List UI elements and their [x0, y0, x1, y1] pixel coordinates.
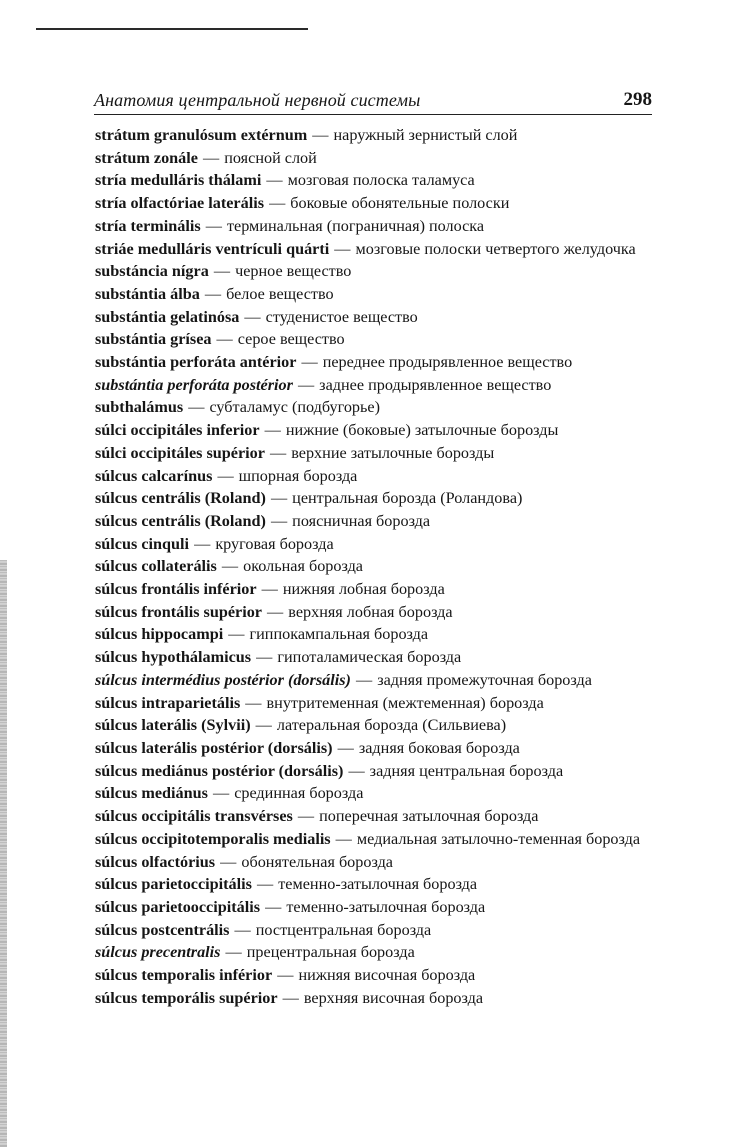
entry-term: substántia perforáta antérior: [95, 353, 297, 372]
glossary-entry: súlcus parietooccipitális — теменно-затылочная борозда: [95, 897, 486, 916]
header-title: Анатомия центральной нервной системы: [94, 90, 421, 110]
glossary-entry: súlcus intraparietális — внутритеменная (межтеменная) борозда: [95, 693, 544, 712]
page-number: 298: [623, 89, 652, 110]
entry-definition: латеральная борозда (Сильвиева): [276, 716, 507, 735]
entry-definition: верхняя височная борозда: [303, 988, 484, 1007]
entry-definition: верхняя лобная борозда: [288, 602, 453, 621]
entry-definition: задняя боковая борозда: [358, 738, 520, 757]
glossary-entry: súlcus calcarínus — шпорная борозда: [95, 466, 358, 485]
glossary-entry: substántia grísea — серое вещество: [95, 330, 345, 349]
glossary-entry: súlcus temporalis inférior — нижняя височная борозда: [95, 966, 476, 985]
entry-definition: белое вещество: [226, 284, 334, 303]
glossary-entry: súlcus parietoccipitális — теменно-затылочная борозда: [95, 875, 478, 894]
glossary-entry: súlcus mediánus — срединная борозда: [95, 784, 364, 803]
entry-definition: поясной слой: [224, 148, 317, 167]
entry-definition: субталамус (подбугорье): [209, 398, 380, 417]
entry-definition: шпорная борозда: [238, 466, 358, 485]
glossary-entry: súlcus frontális inférior — нижняя лобная борозда: [95, 580, 445, 599]
entry-definition: черное вещество: [235, 262, 352, 281]
entry-term: súlcus cinquli: [95, 534, 190, 553]
entry-term: súlcus laterális (Sylvii): [95, 716, 251, 735]
entry-definition: боковые обонятельные полоски: [290, 194, 510, 213]
running-header: [94, 88, 652, 115]
entry-term: súlcus frontális supérior: [95, 602, 262, 621]
glossary-entry: súlcus intermédius postérior (dorsális) — задняя промежуточная борозда: [95, 670, 592, 689]
glossary-list: [95, 124, 655, 1009]
entry-term: súlcus centrális (Roland): [95, 511, 266, 530]
glossary-entry: substántia perforáta postérior — заднее продырявленное вещество: [95, 375, 552, 394]
glossary-entry: súlcus centrális (Roland) — центральная борозда (Роландова): [95, 489, 523, 508]
entry-term: súlcus occipitális transvérses: [95, 807, 293, 826]
entry-definition: заднее продырявленное вещество: [319, 375, 552, 394]
glossary-entry: substántia perforáta antérior — переднее продырявленное вещество: [95, 353, 573, 372]
glossary-entry: súlcus occipitotemporalis medialis — медиальная затылочно-теменная борозда: [95, 829, 641, 848]
glossary-entry: súlcus cinquli — круговая борозда: [95, 534, 334, 553]
glossary-entry: súlcus precentralis — прецентральная борозда: [95, 943, 415, 962]
entry-definition: окольная борозда: [243, 557, 363, 576]
glossary-entry: substántia gelatinósa — студенистое вещество: [95, 307, 418, 326]
entry-definition: постцентральная борозда: [255, 920, 432, 939]
entry-definition: центральная борозда (Роландова): [292, 489, 523, 508]
entry-term: súlcus temporalis inférior: [95, 966, 273, 985]
glossary-entry: substáncia nígra — черное вещество: [95, 262, 352, 281]
glossary-entry: súlcus olfactórius — обонятельная борозда: [95, 852, 393, 871]
entry-definition: внутритеменная (межтеменная) борозда: [266, 693, 544, 712]
entry-term: súlcus mediánus: [95, 784, 208, 803]
entry-definition: студенистое вещество: [265, 307, 418, 326]
entry-term: súlcus temporális supérior: [95, 988, 278, 1007]
glossary-entry: súlcus centrális (Roland) — поясничная борозда: [95, 511, 431, 530]
entry-term: súlcus occipitotemporalis medialis: [95, 829, 331, 848]
glossary-entry: subthalámus — субталамус (подбугорье): [95, 398, 380, 417]
entry-term: substántia gelatinósa: [95, 307, 240, 326]
glossary-entry: súlcus laterális (Sylvii) — латеральная борозда (Сильвиева): [95, 716, 507, 735]
entry-definition: гиппокампальная борозда: [249, 625, 429, 644]
entry-term: súlcus mediánus postérior (dorsális): [95, 761, 344, 780]
glossary-entry: strátum granulósum extérnum — наружный зернистый слой: [95, 126, 518, 144]
entry-term: súlcus parietoccipitális: [95, 875, 252, 894]
entry-term: strátum zonále: [95, 148, 198, 167]
glossary-entry: súlcus occipitális transvérses — поперечная затылочная борозда: [95, 807, 539, 826]
glossary-entry: substántia álba — белое вещество: [95, 284, 334, 303]
entry-definition: наружный зернистый слой: [333, 126, 518, 144]
entry-definition: нижняя лобная борозда: [282, 580, 445, 599]
glossary-entry: stría olfactóriae laterális — боковые обонятельные полоски: [95, 194, 510, 213]
glossary-entry: súlci occipitáles supérior — верхние затылочные борозды: [95, 443, 495, 462]
entry-definition: теменно-затылочная борозда: [286, 897, 486, 916]
entry-term: súlcus calcarínus: [95, 466, 213, 485]
entry-term: súlcus olfactórius: [95, 852, 216, 871]
entry-term: stría olfactóriae laterális: [95, 194, 265, 213]
entry-term: substántia álba: [95, 284, 200, 303]
entry-definition: обонятельная борозда: [241, 852, 393, 871]
entry-definition: мозговые полоски четвертого желудочка: [355, 239, 636, 258]
entry-term: subthalámus: [95, 398, 184, 417]
glossary-entry: súlcus frontális supérior — верхняя лобная борозда: [95, 602, 453, 621]
entry-definition: задняя промежуточная борозда: [377, 670, 592, 689]
glossary-entry: súlci occipitáles inferior — нижние (боковые) затылочные борозды: [95, 421, 559, 440]
glossary-entry: súlcus hypothálamicus — гипоталамическая борозда: [95, 648, 462, 667]
entry-term: substáncia nígra: [95, 262, 209, 281]
entry-term: substántia perforáta postérior: [95, 375, 293, 394]
entry-definition: переднее продырявленное вещество: [322, 353, 573, 372]
entry-term: súlcus hypothálamicus: [95, 648, 252, 667]
entry-definition: прецентральная борозда: [246, 943, 415, 962]
glossary-entry: súlcus temporális supérior — верхняя височная борозда: [95, 988, 484, 1007]
entry-term: súlcus postcentrális: [95, 920, 230, 939]
entry-term: striáe medulláris ventrículi quárti: [95, 239, 330, 258]
entry-definition: теменно-затылочная борозда: [278, 875, 478, 894]
entry-term: stría medulláris thálami: [95, 171, 262, 190]
entry-term: súlci occipitáles supérior: [95, 443, 265, 462]
entry-definition: срединная борозда: [234, 784, 364, 803]
entry-definition: мозговая полоска таламуса: [287, 171, 475, 190]
entry-term: substántia grísea: [95, 330, 212, 349]
entry-definition: поясничная борозда: [292, 511, 431, 530]
glossary-entry: súlcus collaterális — окольная борозда: [95, 557, 363, 576]
entry-definition: гипоталамическая борозда: [277, 648, 462, 667]
entry-term: súlcus intraparietális: [95, 693, 241, 712]
top-margin-rule: [36, 28, 308, 30]
entry-definition: медиальная затылочно-теменная борозда: [356, 829, 641, 848]
glossary-entry: súlcus hippocampi — гиппокампальная борозда: [95, 625, 429, 644]
entry-definition: поперечная затылочная борозда: [319, 807, 539, 826]
entry-definition: задняя центральная борозда: [369, 761, 564, 780]
entry-term: súlcus parietooccipitális: [95, 897, 261, 916]
entry-term: súlcus precentralis: [95, 943, 221, 962]
entry-term: súlcus intermédius postérior (dorsális): [95, 670, 351, 689]
entry-term: súlcus centrális (Roland): [95, 489, 266, 508]
entry-term: súlcus frontális inférior: [95, 580, 257, 599]
entry-term: súlcus laterális postérior (dorsális): [95, 738, 333, 757]
entry-definition: круговая борозда: [215, 534, 334, 553]
entry-term: stría terminális: [95, 216, 201, 235]
glossary-entry: súlcus mediánus postérior (dorsális) — задняя центральная борозда: [95, 761, 564, 780]
glossary-entry: strátum zonále — поясной слой: [95, 148, 317, 167]
page-binding-edge: [0, 560, 7, 1147]
entry-definition: терминальная (пограничная) полоска: [226, 216, 485, 235]
entry-term: súlcus hippocampi: [95, 625, 224, 644]
entry-term: strátum granulósum extérnum: [95, 126, 308, 144]
glossary-entry: stría terminális — терминальная (пограничная) полоска: [95, 216, 485, 235]
entry-definition: верхние затылочные борозды: [291, 443, 495, 462]
glossary-entry: striáe medulláris ventrículi quárti — мозговые полоски четвертого желудочка: [95, 239, 636, 258]
entry-term: súlci occipitáles inferior: [95, 421, 260, 440]
entry-definition: нижние (боковые) затылочные борозды: [285, 421, 559, 440]
entry-definition: серое вещество: [237, 330, 345, 349]
glossary-entry: súlcus postcentrális — постцентральная борозда: [95, 920, 432, 939]
glossary-entry: stría medulláris thálami — мозговая полоска таламуса: [95, 171, 475, 190]
glossary-entry: súlcus laterális postérior (dorsális) — задняя боковая борозда: [95, 738, 520, 757]
entry-term: súlcus collaterális: [95, 557, 217, 576]
entry-definition: нижняя височная борозда: [298, 966, 476, 985]
